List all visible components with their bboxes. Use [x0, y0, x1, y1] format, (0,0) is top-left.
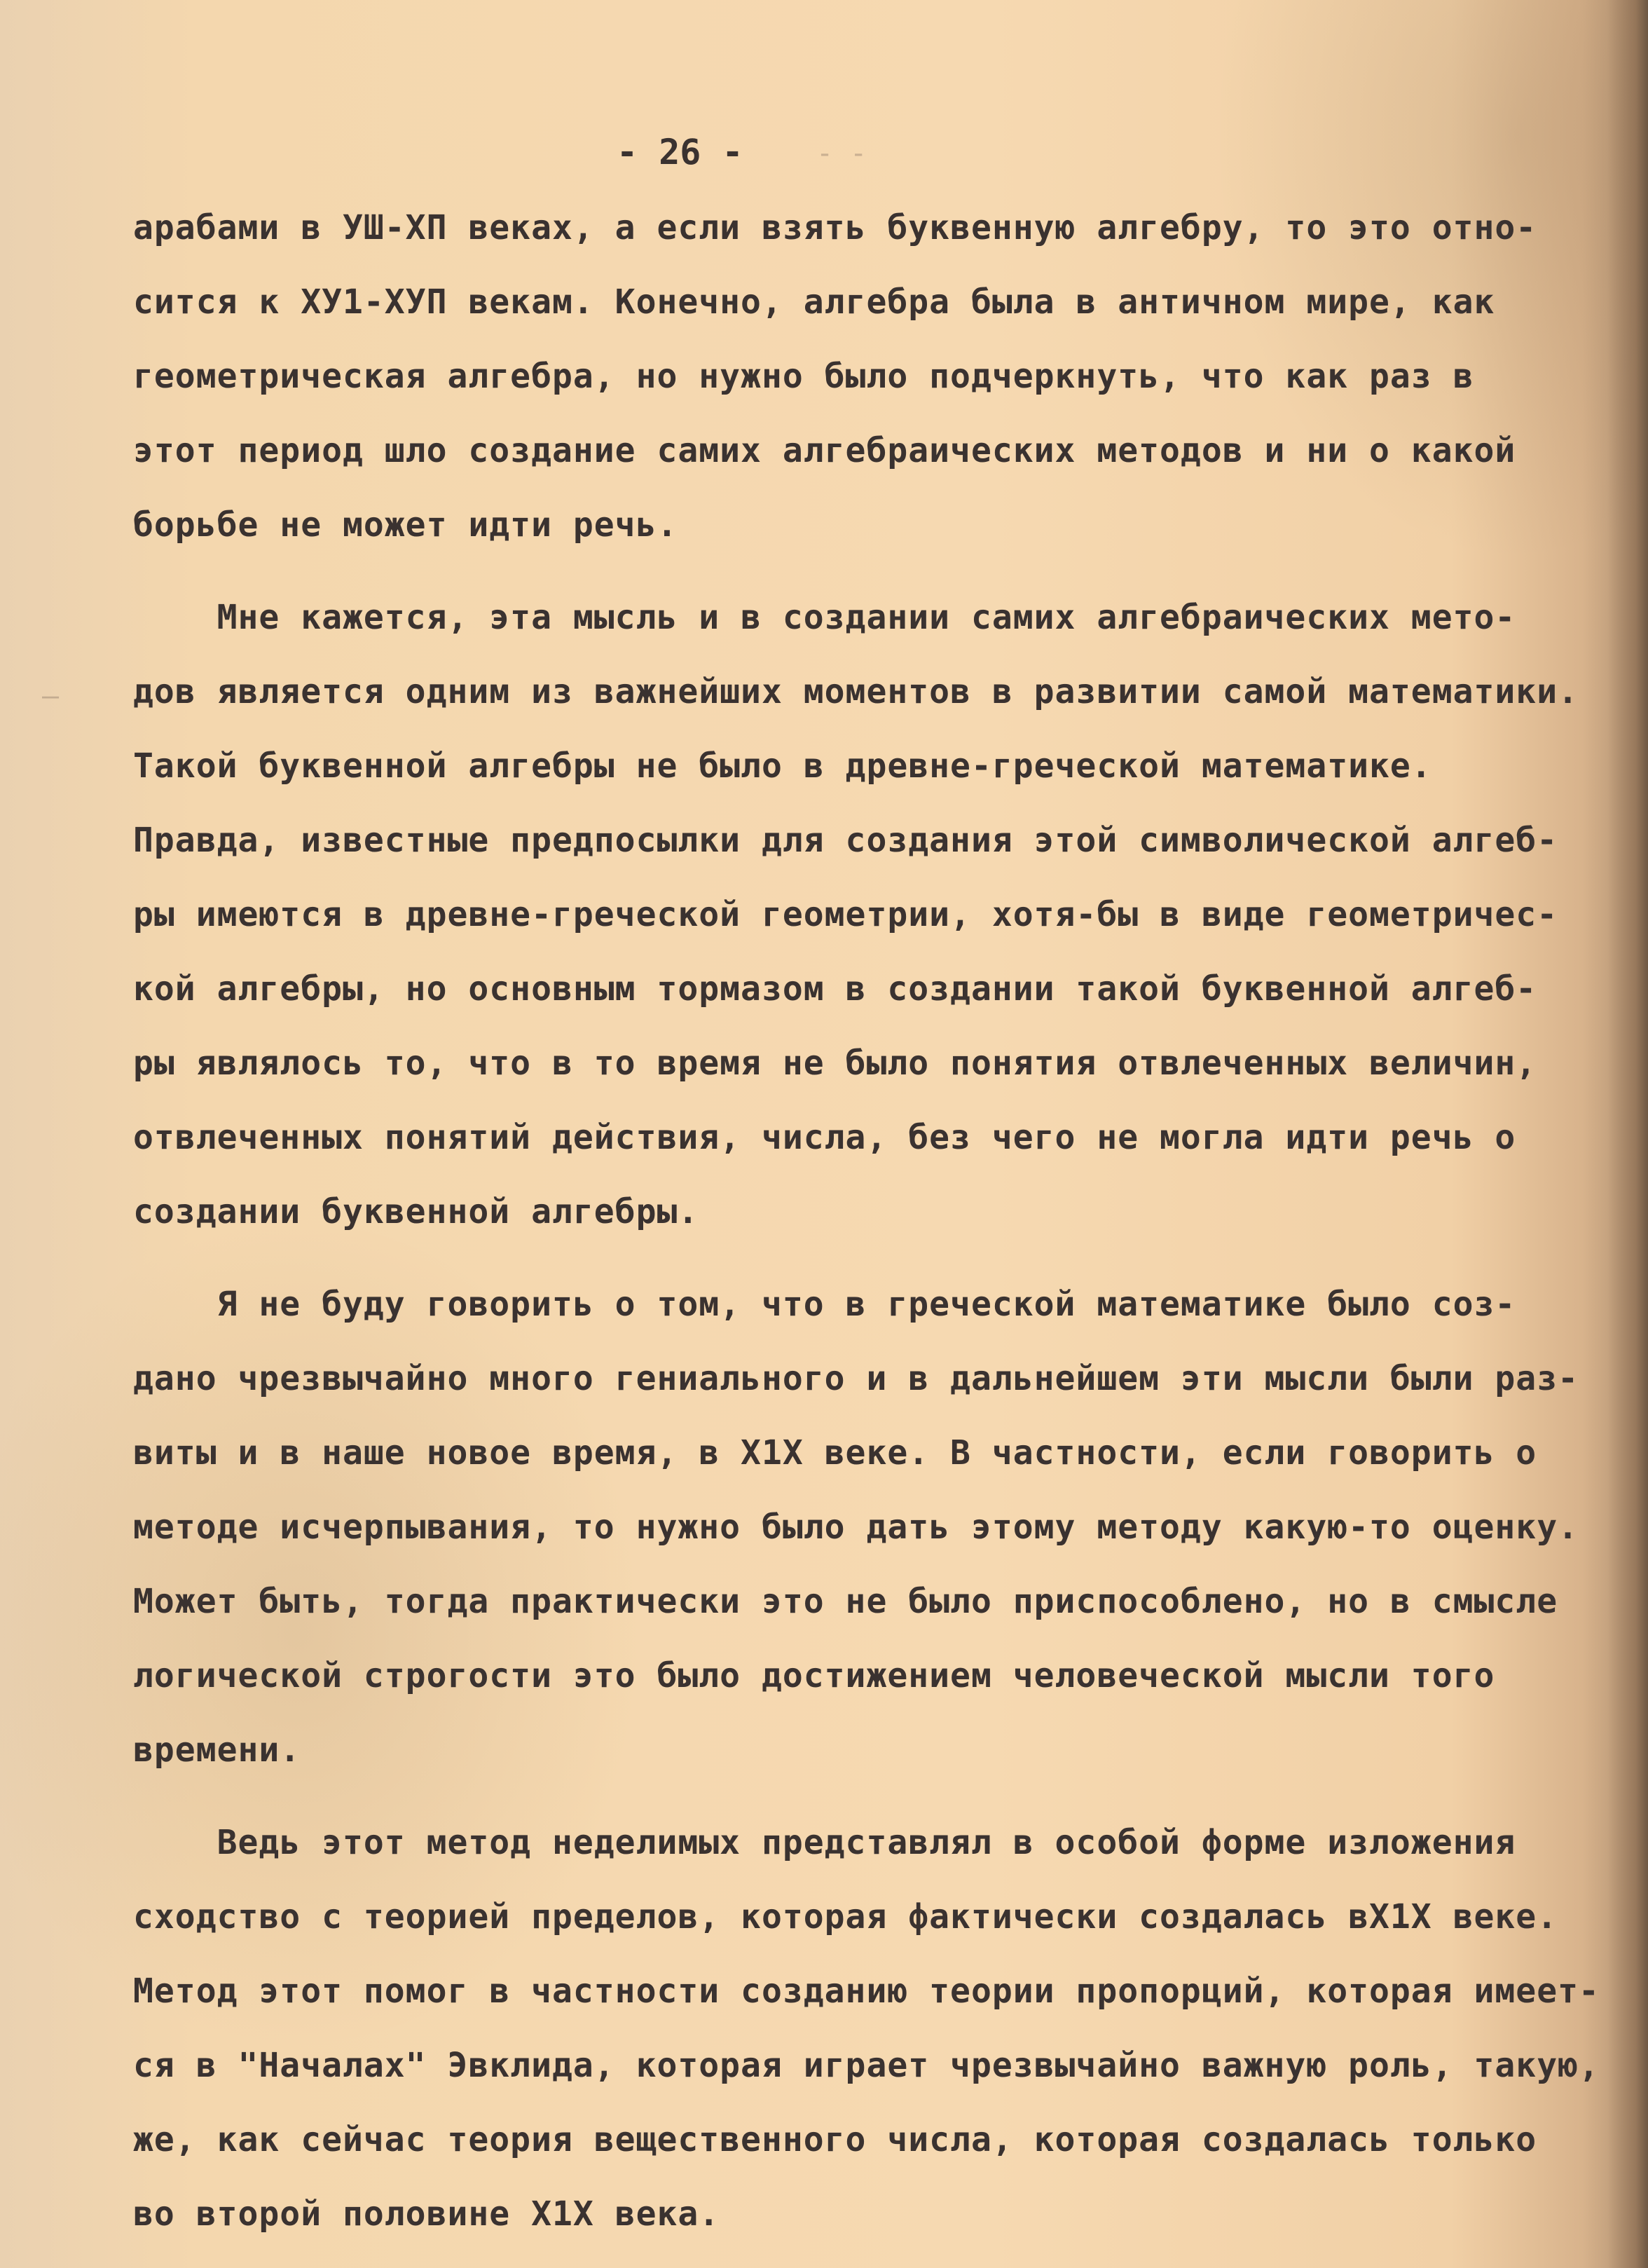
text-line: отвлеченных понятий действия, числа, без чего не могла идти речь о	[133, 1118, 1516, 1157]
paragraph	[133, 1805, 1600, 2251]
text-line: дано чрезвычайно много гениального и в дальнейшем эти мысли были раз-	[133, 1359, 1579, 1398]
text-line: кой алгебры, но основным тормазом в создании такой буквенной алгеб-	[133, 969, 1537, 1009]
margin-dash-mark: —	[42, 680, 60, 712]
text-line: Ведь этот метод неделимых представлял в особой форме изложения	[133, 1823, 1516, 1862]
text-line: Может быть, тогда практически это не было приспособлено, но в смысле	[133, 1582, 1558, 1621]
faint-dash-mark: - -	[816, 137, 867, 170]
text-line: ры имеются в древне-греческой геометрии, хотя-бы в виде геометричес-	[133, 895, 1558, 934]
text-line: сходство с теорией пределов, которая фактически создалась вХ1Х веке.	[133, 1897, 1558, 1936]
page-number: - 26 -	[617, 132, 743, 172]
text-line: логической строгости это было достижением человеческой мысли того	[133, 1656, 1495, 1695]
text-line: Метод этот помог в частности созданию теории пропорций, которая имеет-	[133, 1972, 1600, 2011]
text-line: сится к ХУ1-ХУП векам. Конечно, алгебра была в античном мире, как	[133, 282, 1495, 322]
text-line: дов является одним из важнейших моментов в развитии самой математики.	[133, 672, 1579, 711]
text-line: борьбе не может идти речь.	[133, 505, 678, 545]
text-line: создании буквенной алгебры.	[133, 1192, 699, 1231]
text-line: же, как сейчас теория вещественного числа, которая создалась только	[133, 2120, 1537, 2159]
text-line: виты и в наше новое время, в Х1Х веке. В частности, если говорить о	[133, 1433, 1537, 1473]
text-line: ры являлось то, что в то время не было понятия отвлеченных величин,	[133, 1044, 1537, 1083]
text-line: Такой буквенной алгебры не было в древне-греческой математике.	[133, 746, 1432, 786]
text-line: Мне кажется, эта мысль и в создании самих алгебраических мето-	[133, 598, 1516, 637]
page-edge-shadow	[1607, 0, 1648, 2268]
text-line: этот период шло создание самих алгебраических методов и ни о какой	[133, 431, 1516, 470]
paragraph	[133, 191, 1570, 562]
typed-text-body	[133, 191, 1600, 2251]
paragraph	[133, 1267, 1579, 1787]
text-line: во второй половине Х1Х века.	[133, 2194, 720, 2234]
text-line: геометрическая алгебра, но нужно было подчеркнуть, что как раз в	[133, 357, 1474, 396]
text-line: методе исчерпывания, то нужно было дать этому методу какую-то оценку.	[133, 1508, 1579, 1547]
paragraph	[133, 580, 1579, 1249]
text-line: арабами в УШ-ХП веках, а если взять буквенную алгебру, то это отно-	[133, 208, 1537, 247]
text-line: ся в "Началах" Эвклида, которая играет чрезвычайно важную роль, такую,	[133, 2046, 1600, 2085]
text-line: времени.	[133, 1730, 301, 1770]
text-line: Я не буду говорить о том, что в греческой математике было соз-	[133, 1285, 1516, 1324]
text-line: Правда, известные предпосылки для создания этой символической алгеб-	[133, 821, 1558, 860]
